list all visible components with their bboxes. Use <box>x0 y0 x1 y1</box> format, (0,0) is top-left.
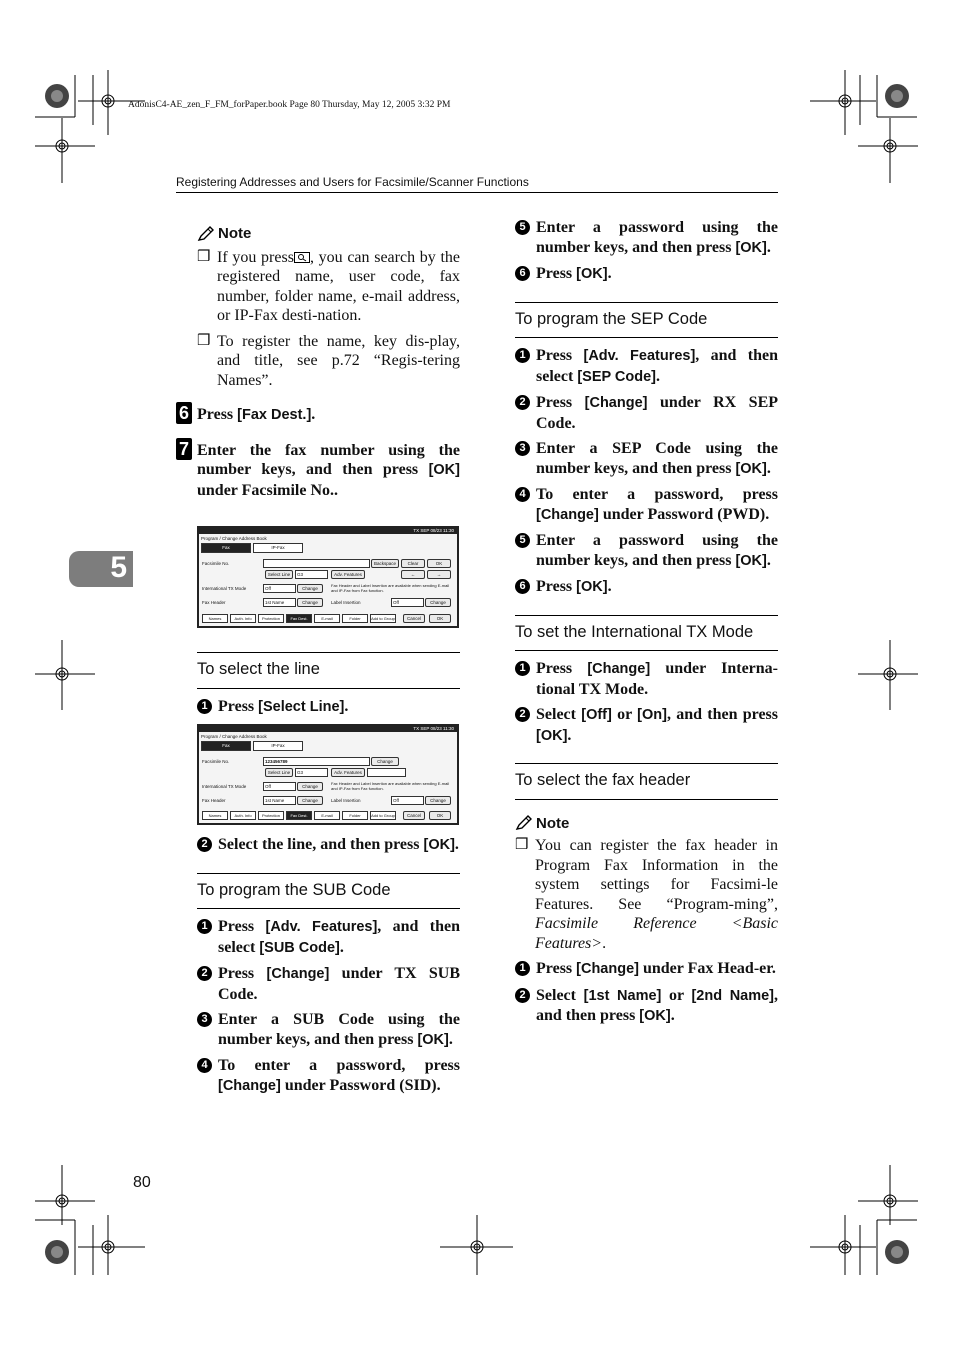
label-insertion-label: Label Insertion <box>331 600 361 605</box>
tab-folder[interactable]: Folder <box>342 614 368 623</box>
change-button[interactable]: Change <box>297 584 323 593</box>
sep-step-2: 2 Press [Change] under RX SEP Code. <box>515 393 778 433</box>
fax-header-value: 1st Name <box>263 796 296 805</box>
step-bullet: 4 <box>515 487 530 502</box>
section-select-line: To select the line <box>197 652 460 689</box>
step-bullet: 6 <box>515 266 530 281</box>
step-number: 6 <box>176 402 192 424</box>
sub-step-6: 6 Press [OK]. <box>515 264 778 285</box>
note-title: Note <box>536 814 570 832</box>
header-rule <box>176 192 778 193</box>
fax-header-value: 1st Name <box>263 598 296 607</box>
step-bullet: 3 <box>515 441 530 456</box>
step-bullet: 2 <box>197 837 212 852</box>
select-line-step-1: 1 Press [Select Line]. <box>197 697 460 718</box>
step-6 <box>176 402 460 426</box>
select-line-button[interactable]: Select Line <box>265 768 293 777</box>
adv-features-button[interactable]: Adv. Features <box>331 570 365 579</box>
sep-step-5: 5 Enter a password using the number keys, and then press [OK]. <box>515 531 778 571</box>
select-line-screen <box>197 724 459 825</box>
pencil-icon <box>515 815 532 831</box>
fax-number-field[interactable]: 123456789 <box>263 757 370 766</box>
sub-step-1: 1 Press [Adv. Features], and then select [SUB Code]. <box>197 917 460 958</box>
cancel-button[interactable]: Cancel <box>403 614 425 623</box>
search-key-icon <box>294 252 310 263</box>
note-text: If you press , you can search by the registered name, user code, fax number, folder name, e-mail address, or IP-Fax desti-nation. <box>217 248 461 324</box>
address-book-screen <box>197 526 459 628</box>
step-bullet: 1 <box>197 919 212 934</box>
tab-fax-dest[interactable]: Fax Dest. <box>286 614 312 623</box>
tab-protection[interactable]: Protection <box>258 614 284 623</box>
left-arrow-button[interactable]: ← <box>401 570 425 579</box>
left-column-lower <box>197 835 460 1096</box>
facsimile-no-label: Facsimile No. <box>202 561 230 566</box>
note-heading <box>197 224 460 244</box>
clear-button[interactable]: Clear <box>401 559 425 568</box>
change-button[interactable]: Change <box>425 598 451 607</box>
change-button[interactable]: Change <box>425 796 451 805</box>
tab-email[interactable]: E-mail <box>314 811 340 820</box>
ok-button[interactable]: OK <box>429 614 451 623</box>
section-intl-tx: To set the International TX Mode <box>515 615 778 652</box>
checkbox-icon: ❒ <box>197 248 211 265</box>
info-text: Fax Header and Label Insertion are available when sending E-mail and IP-Fax from Fax function. <box>331 781 450 791</box>
intl-tx-value: Off <box>263 584 296 593</box>
running-head: Registering Addresses and Users for Facsimile/Scanner Functions <box>176 175 529 189</box>
sub-step-3: 3 Enter a SUB Code using the number keys, and then press [OK]. <box>197 1010 460 1050</box>
facsimile-no-label: Facsimile No. <box>202 759 230 764</box>
tab-fax[interactable]: Fax <box>201 543 251 553</box>
checkbox-icon: ❒ <box>515 837 529 853</box>
intl-step-1: 1 Press [Change] under Interna-tional TX Mode. <box>515 659 778 699</box>
header-step-2: 2 Select [1st Name] or [2nd Name], and then press [OK]. <box>515 986 778 1027</box>
label-insertion-value: Off <box>391 796 424 805</box>
step-bullet: 5 <box>515 220 530 235</box>
tab-add-to-group[interactable]: Add to Group <box>371 813 395 818</box>
tab-auth-info[interactable]: Auth. Info <box>230 614 256 623</box>
right-arrow-button[interactable]: → <box>427 570 451 579</box>
section-fax-header: To select the fax header <box>515 763 778 800</box>
ok-button[interactable]: OK <box>427 559 451 568</box>
info-text: Fax Header and Label Insertion are available when sending E-mail and IP-Fax from Fax function. <box>331 583 450 593</box>
pencil-icon <box>197 226 214 242</box>
note-item <box>197 248 460 326</box>
status-bar: TX SEP 08/23 11:30 <box>199 528 457 534</box>
step-bullet: 6 <box>515 579 530 594</box>
note-heading <box>515 814 778 834</box>
step-text: Enter the fax number using the number keys, and then press [OK] under Facsimile No.. <box>197 441 460 499</box>
note-text: To register the name, key dis-play, and title, see p.72 “Regis-tering Names”. <box>217 332 460 389</box>
note-item <box>197 332 460 391</box>
tab-folder[interactable]: Folder <box>342 811 368 820</box>
step-7 <box>176 438 460 501</box>
label-insertion-label: Label Insertion <box>331 798 361 803</box>
sep-step-3: 3 Enter a SEP Code using the number keys, and then press [OK]. <box>515 439 778 479</box>
left-column <box>176 224 460 500</box>
sep-step-6: 6 Press [OK]. <box>515 577 778 598</box>
step-bullet: 1 <box>515 961 530 976</box>
tab-names[interactable]: Names <box>202 614 228 623</box>
intl-tx-value: Off <box>263 782 296 791</box>
step-bullet: 2 <box>515 395 530 410</box>
sub-step-2: 2 Press [Change] under TX SUB Code. <box>197 964 460 1004</box>
line-field: G3 <box>295 768 328 777</box>
step-bullet: 4 <box>197 1058 212 1073</box>
fax-header-label: Fax Header <box>202 798 226 803</box>
backspace-button[interactable]: Backspace <box>371 559 399 568</box>
checkbox-icon: ❒ <box>197 332 211 349</box>
left-column-select-line <box>197 652 460 717</box>
note-title: Note <box>218 225 252 242</box>
change-button[interactable]: Change <box>371 757 399 766</box>
select-line-step-2: 2 Select the line, and then press [OK]. <box>197 835 460 856</box>
step-bullet: 5 <box>515 533 530 548</box>
tab-fax[interactable]: Fax <box>201 741 251 751</box>
tab-add-to-group[interactable]: Add to Group <box>371 616 395 621</box>
chapter-tab <box>69 551 133 587</box>
sub-step-4: 4 To enter a password, press [Change] under Password (SID). <box>197 1056 460 1096</box>
intl-tx-label: International TX Mode <box>202 586 247 591</box>
header-step-1: 1 Press [Change] under Fax Head-er. <box>515 959 778 980</box>
step-bullet: 1 <box>197 699 212 714</box>
fax-number-field[interactable] <box>263 559 370 568</box>
screen-title: Program / Change Address Book <box>201 734 267 739</box>
file-header: AdonisC4-AE_zen_F_FM_forPaper.book Page 80 Thursday, May 12, 2005 3:32 PM <box>128 100 451 110</box>
step-bullet: 1 <box>515 348 530 363</box>
note-item <box>515 836 778 953</box>
section-sub-code: To program the SUB Code <box>197 873 460 910</box>
line-field: G3 <box>295 570 328 579</box>
change-button[interactable]: Change <box>297 782 323 791</box>
intl-tx-label: International TX Mode <box>202 784 247 789</box>
tab-email[interactable]: E-mail <box>314 614 340 623</box>
tab-fax-dest[interactable]: Fax Dest. <box>286 811 312 820</box>
fax-header-label: Fax Header <box>202 600 226 605</box>
intl-step-2: 2 Select [Off] or [On], and then press [OK]. <box>515 705 778 746</box>
ok-button[interactable]: OK <box>429 811 451 820</box>
step-bullet: 1 <box>515 661 530 676</box>
change-button[interactable]: Change <box>297 598 323 607</box>
sub-step-5: 5 Enter a password using the number keys, and then press [OK]. <box>515 218 778 258</box>
step-bullet: 2 <box>197 966 212 981</box>
step-bullet: 2 <box>515 707 530 722</box>
step-text: Press [Fax Dest.]. <box>197 406 316 423</box>
screen-title: Program / Change Address Book <box>201 536 267 541</box>
tab-protection[interactable]: Protection <box>258 811 284 820</box>
section-sep-code: To program the SEP Code <box>515 302 778 339</box>
change-button[interactable]: Change <box>297 796 323 805</box>
tab-names[interactable]: Names <box>202 811 228 820</box>
label-insertion-value: Off <box>391 598 424 607</box>
note-text: You can register the fax header in Program Fax Information in the system settings for Facsimi-le Features. See “Program-ming”, Facsimile Reference <Basic Features>. <box>535 837 778 952</box>
chapter-number: 5 <box>110 551 127 584</box>
sep-step-4: 4 To enter a password, press [Change] under Password (PWD). <box>515 485 778 525</box>
adv-features-field <box>367 768 406 777</box>
sep-step-1: 1 Press [Adv. Features], and then select [SEP Code]. <box>515 346 778 387</box>
tab-ipfax[interactable]: IP-Fax <box>253 741 303 751</box>
adv-features-button[interactable]: Adv. Features <box>331 768 365 777</box>
step-bullet: 3 <box>197 1012 212 1027</box>
step-bullet: 2 <box>515 988 530 1003</box>
status-bar: TX SEP 08/23 11:30 <box>199 726 457 732</box>
tab-ipfax[interactable]: IP-Fax <box>253 543 303 553</box>
tab-auth-info[interactable]: Auth. Info <box>230 811 256 820</box>
select-line-button[interactable]: Select Line <box>265 570 293 579</box>
cancel-button[interactable]: Cancel <box>403 811 425 820</box>
page-number: 80 <box>133 1174 151 1191</box>
right-column <box>515 218 778 1027</box>
step-number: 7 <box>176 438 192 460</box>
